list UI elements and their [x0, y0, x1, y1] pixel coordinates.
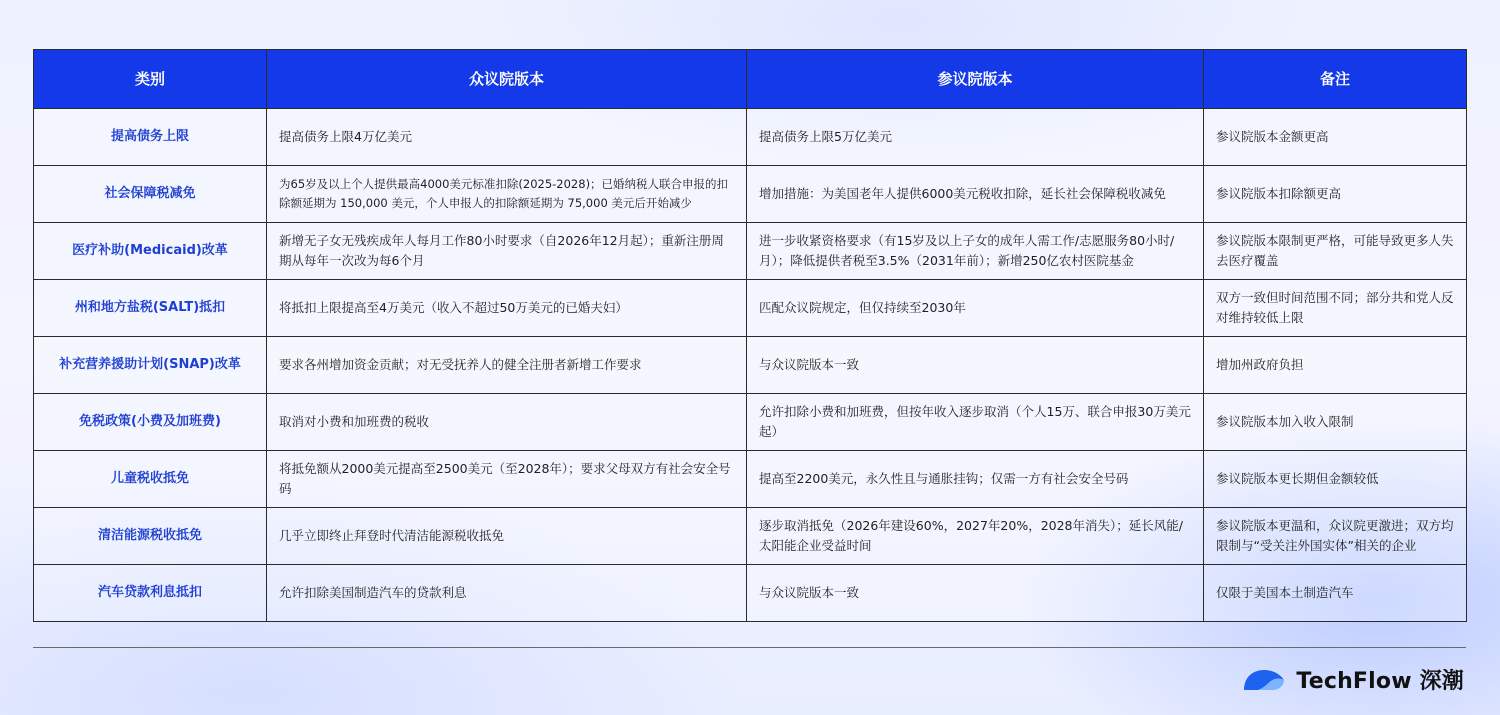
row-category: 医疗补助(Medicaid)改革 [34, 223, 267, 280]
row-house-cell: 为65岁及以上个人提供最高4000美元标准扣除(2025-2028)；已婚纳税人联合申报的扣除额延期为 150,000 美元，个人申报人的扣除额延期为 75,000 美元后开始减少 [267, 166, 747, 223]
row-house-cell: 提高债务上限4万亿美元 [267, 109, 747, 166]
brand-name: TechFlow 深潮 [1296, 668, 1464, 694]
row-category: 补充营养援助计划(SNAP)改革 [34, 337, 267, 394]
table-header-row [34, 50, 1467, 109]
row-note-cell: 参议院版本扣除额更高 [1204, 166, 1467, 223]
row-house-cell: 要求各州增加资金贡献；对无受抚养人的健全注册者新增工作要求 [267, 337, 747, 394]
techflow-brand [1242, 662, 1464, 696]
row-senate-cell: 进一步收紧资格要求（有15岁及以上子女的成年人需工作/志愿服务80小时/月）；降低提供者税至3.5%（2031年前）；新增250亿农村医院基金 [747, 223, 1204, 280]
row-senate-cell: 逐步取消抵免（2026年建设60%，2027年20%，2028年消失）；延长风能/太阳能企业受益时间 [747, 508, 1204, 565]
row-house-cell: 几乎立即终止拜登时代清洁能源税收抵免 [267, 508, 747, 565]
row-senate-cell: 提高至2200美元，永久性且与通胀挂钩；仅需一方有社会安全号码 [747, 451, 1204, 508]
row-note-cell: 参议院版本更长期但金额较低 [1204, 451, 1467, 508]
table-row [34, 223, 1467, 280]
row-note-cell: 仅限于美国本土制造汽车 [1204, 565, 1467, 622]
row-category: 提高债务上限 [34, 109, 267, 166]
header-notes: 备注 [1204, 50, 1467, 109]
comparison-table [33, 49, 1467, 622]
table-row [34, 280, 1467, 337]
row-house-cell: 新增无子女无残疾成年人每月工作80小时要求（自2026年12月起）；重新注册周期从每年一次改为每6个月 [267, 223, 747, 280]
row-category: 清洁能源税收抵免 [34, 508, 267, 565]
table-row [34, 166, 1467, 223]
row-house-cell: 将抵免额从2000美元提高至2500美元（至2028年）；要求父母双方有社会安全号码 [267, 451, 747, 508]
row-note-cell: 参议院版本金额更高 [1204, 109, 1467, 166]
row-note-cell: 参议院版本加入收入限制 [1204, 394, 1467, 451]
row-house-cell: 将抵扣上限提高至4万美元（收入不超过50万美元的已婚夫妇） [267, 280, 747, 337]
row-house-cell: 允许扣除美国制造汽车的贷款利息 [267, 565, 747, 622]
row-category: 儿童税收抵免 [34, 451, 267, 508]
row-category: 州和地方盐税(SALT)抵扣 [34, 280, 267, 337]
row-senate-cell: 与众议院版本一致 [747, 565, 1204, 622]
table-row [34, 565, 1467, 622]
row-note-cell: 双方一致但时间范围不同；部分共和党人反对维持较低上限 [1204, 280, 1467, 337]
table-row [34, 394, 1467, 451]
table-row [34, 508, 1467, 565]
cloud-wave-icon [1242, 666, 1286, 692]
table-row [34, 337, 1467, 394]
footer-divider [33, 647, 1466, 648]
row-note-cell: 参议院版本更温和，众议院更激进；双方均限制与“受关注外国实体”相关的企业 [1204, 508, 1467, 565]
table-row [34, 451, 1467, 508]
header-house-version: 众议院版本 [267, 50, 747, 109]
row-senate-cell: 匹配众议院规定，但仅持续至2030年 [747, 280, 1204, 337]
row-note-cell: 增加州政府负担 [1204, 337, 1467, 394]
row-senate-cell: 增加措施：为美国老年人提供6000美元税收扣除，延长社会保障税收减免 [747, 166, 1204, 223]
row-note-cell: 参议院版本限制更严格，可能导致更多人失去医疗覆盖 [1204, 223, 1467, 280]
row-category: 免税政策(小费及加班费) [34, 394, 267, 451]
table-row [34, 109, 1467, 166]
row-senate-cell: 提高债务上限5万亿美元 [747, 109, 1204, 166]
header-category: 类别 [34, 50, 267, 109]
row-category: 汽车贷款利息抵扣 [34, 565, 267, 622]
row-house-cell: 取消对小费和加班费的税收 [267, 394, 747, 451]
header-senate-version: 参议院版本 [747, 50, 1204, 109]
row-senate-cell: 与众议院版本一致 [747, 337, 1204, 394]
row-category: 社会保障税减免 [34, 166, 267, 223]
row-senate-cell: 允许扣除小费和加班费，但按年收入逐步取消（个人15万、联合申报30万美元起） [747, 394, 1204, 451]
